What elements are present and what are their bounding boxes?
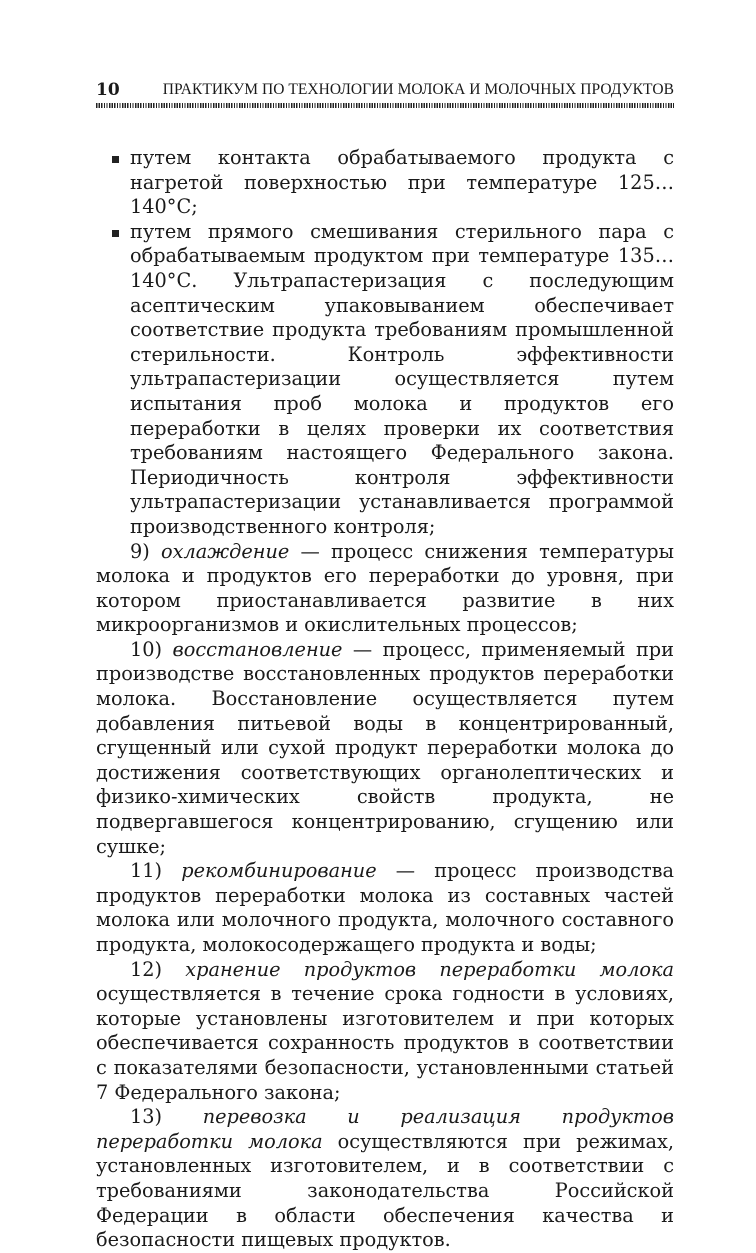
definition-paragraph <box>96 859 674 957</box>
definition-paragraph <box>96 1105 674 1253</box>
square-bullet-icon <box>112 230 119 237</box>
definition-text: — процесс, применяемый при производстве восстановленных продуктов переработки молока. Восстановление осуществляется путем добавления питьевой воды в концентрированный, сгущенный или сухой продукт переработки молока до достижения соответствующих органолептических и физико-химических свойств продукта, не подвергавшегося концентрированию, сгущению или сушке; <box>96 637 674 858</box>
definition-paragraph <box>96 638 674 859</box>
page-header <box>96 80 674 100</box>
defined-term: восстановление <box>172 637 343 661</box>
definition-text: — процесс производства продуктов переработки молока из составных частей молока или молочного продукта, молочного составного продукта, молокосодержащего продукта и воды; <box>96 859 674 956</box>
defined-term: рекомбинирование <box>181 859 377 883</box>
definition-text: осуществляется в течение срока годности в условиях, которые установлены изготовителем и при которых обеспечивается сохранность продуктов в соответствии с показателями безопасности, установленными статьей 7 Федерального закона; <box>96 982 674 1104</box>
page-body <box>96 146 674 1253</box>
header-rule <box>96 103 674 108</box>
defined-term: охлаждение <box>161 539 290 563</box>
definition-text: осуществляются при режимах, установленных изготовителем, и в соответствии с требованиями законодательства Российской Федерации в области обеспечения качества и безопасности пищевых продуктов. <box>96 1129 674 1252</box>
running-title: ПРАКТИКУМ ПО ТЕХНОЛОГИИ МОЛОКА И МОЛОЧНЫХ ПРОДУКТОВ <box>162 81 674 98</box>
bullet-item <box>96 220 674 540</box>
page-number: 10 <box>96 80 120 100</box>
defined-term: перевозка и реализация продуктов переработки молока <box>96 1105 674 1153</box>
square-bullet-icon <box>112 156 119 163</box>
item-number: 12) <box>130 957 163 981</box>
item-number: 13) <box>130 1105 163 1129</box>
bullet-text: путем прямого смешивания стерильного пара с обрабатываемым продуктом при температуре 135…140°С. Ультрапастеризация с последующим асептическим упаковыванием обеспечивает соответствие продукта требованиям промышленной стерильности. Контроль эффективности ультрапастеризации осуществляется путем испытания проб молока и продуктов его переработки в целях проверки их соответствия требованиям настоящего Федерального закона. Периодичность контроля эффективности ультрапастеризации устанавливается программой производственного контроля; <box>130 219 674 538</box>
item-number: 11) <box>130 859 163 883</box>
definition-text: — процесс снижения температуры молока и продуктов его переработки до уровня, при котором приостанавливается развитие в них микроорганизмов и окислительных процессов; <box>96 539 674 637</box>
defined-term: хранение продуктов переработки молока <box>185 957 674 981</box>
item-number: 9) <box>130 539 150 563</box>
item-number: 10) <box>130 637 163 661</box>
bullet-text: путем контакта обрабатываемого продукта с нагретой поверхностью при температуре 125…140°С; <box>130 146 674 219</box>
bullet-item <box>96 146 674 220</box>
definition-paragraph <box>96 540 674 638</box>
definition-paragraph <box>96 958 674 1106</box>
